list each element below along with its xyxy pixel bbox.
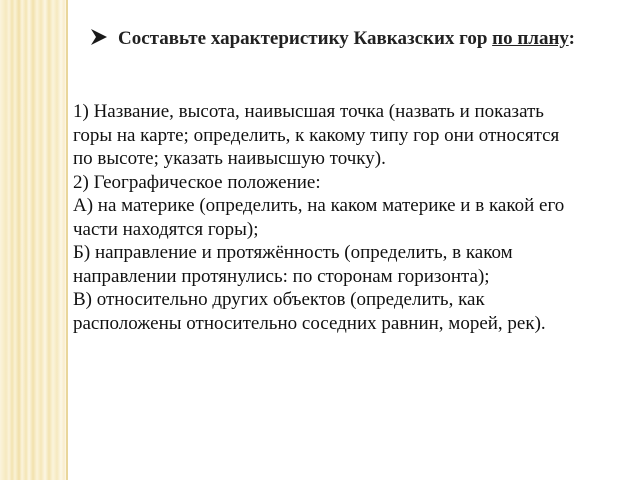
stripe-edge-line <box>66 0 68 480</box>
plan-item-2b: Б) направление и протяжённость (определить, в каком направлении протянулись: по сторонам горизонта); <box>73 242 513 287</box>
plan-item-1: 1) Название, высота, наивысшая точка (назвать и показать горы на карте; определить, к какому типу гор они относятся по высоте; указать наивысшую точку). <box>73 101 560 169</box>
heading-text: Составьте характеристику Кавказских гор <box>118 28 493 49</box>
heading-colon: : <box>568 28 575 49</box>
arrowhead-bullet-icon <box>90 26 112 51</box>
slide-heading <box>90 26 590 51</box>
plan-list <box>73 100 573 335</box>
plan-item-2a: А) на материке (определить, на каком материке и в какой его части находятся горы); <box>73 195 565 240</box>
heading-underlined-text: по плану <box>492 28 569 49</box>
plan-item-2c: В) относительно других объектов (определить, как расположены относительно соседних равнин, морей, рек). <box>73 289 546 334</box>
decorative-side-stripe <box>0 0 66 480</box>
plan-item-2: 2) Географическое положение: <box>73 171 321 193</box>
